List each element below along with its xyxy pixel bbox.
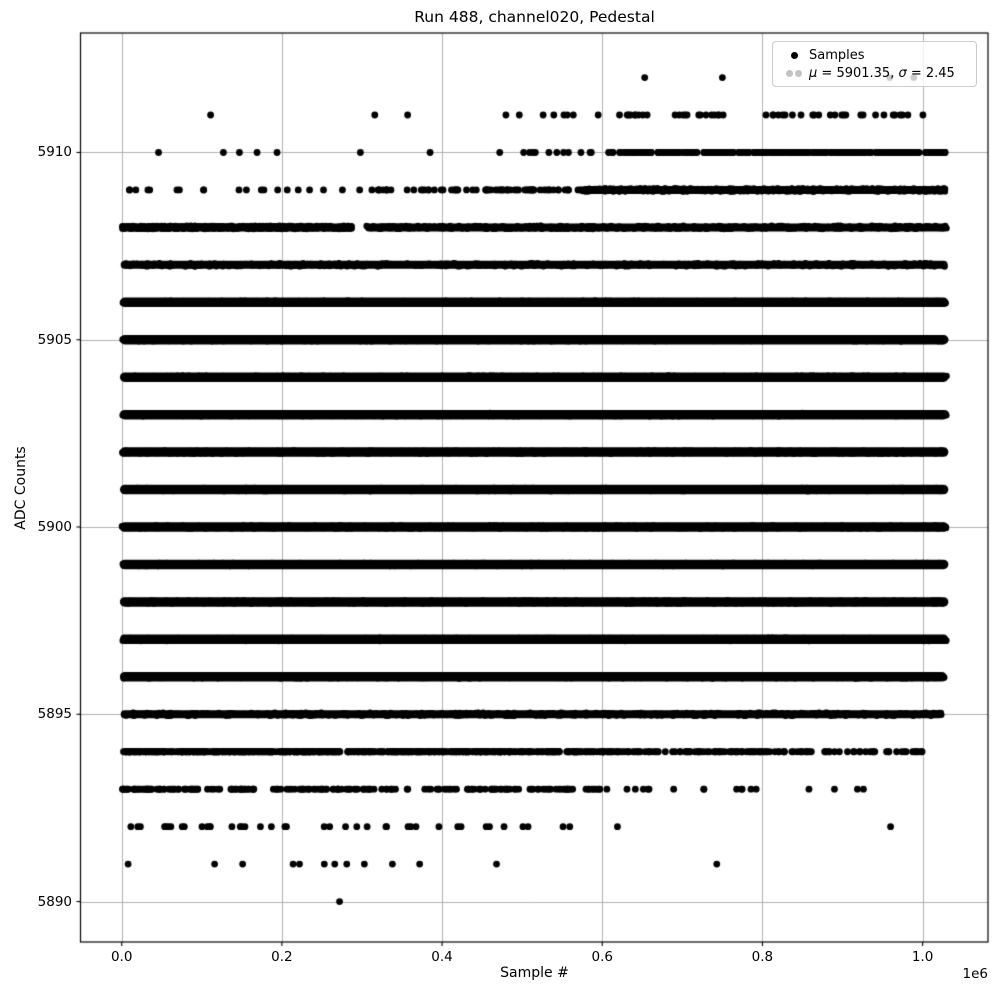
x-tick-label: 0.8: [751, 949, 774, 965]
legend-box: [772, 41, 977, 87]
sigma-value: = 2.45: [906, 65, 955, 81]
mu-symbol: μ: [809, 65, 818, 81]
y-axis-label: ADC Counts: [13, 446, 29, 530]
y-tick-label: 5910: [37, 144, 72, 161]
legend-stats-marker-dots: [779, 70, 809, 77]
x-tick-label: 1.0: [911, 949, 934, 965]
legend-entry-samples: [779, 46, 968, 64]
x-tick-label: 0.4: [431, 949, 453, 965]
legend-samples-marker-dot: [779, 52, 809, 59]
y-tick-label: 5900: [37, 519, 72, 535]
gray-dot-icon: [795, 70, 802, 77]
gray-dot-icon: [786, 70, 793, 77]
x-axis-offset-label: 1e6: [962, 966, 988, 982]
x-tick-label: 0.2: [271, 949, 293, 965]
y-tick-label: 5905: [37, 331, 72, 348]
legend-stats-label: [809, 66, 955, 81]
y-tick-label: 5890: [37, 893, 72, 910]
sigma-symbol: σ: [898, 65, 907, 81]
legend-entry-stats: [779, 64, 968, 82]
x-tick-label: 0.0: [110, 949, 133, 965]
x-tick-label: 0.6: [591, 949, 613, 965]
legend-samples-label: Samples: [809, 47, 865, 63]
x-axis-label: Sample #: [500, 965, 569, 981]
mu-value: = 5901.35,: [817, 65, 899, 81]
y-tick-label: 5895: [37, 706, 72, 723]
chart-title: Run 488, channel020, Pedestal: [414, 8, 655, 26]
black-dot-icon: [791, 52, 798, 59]
